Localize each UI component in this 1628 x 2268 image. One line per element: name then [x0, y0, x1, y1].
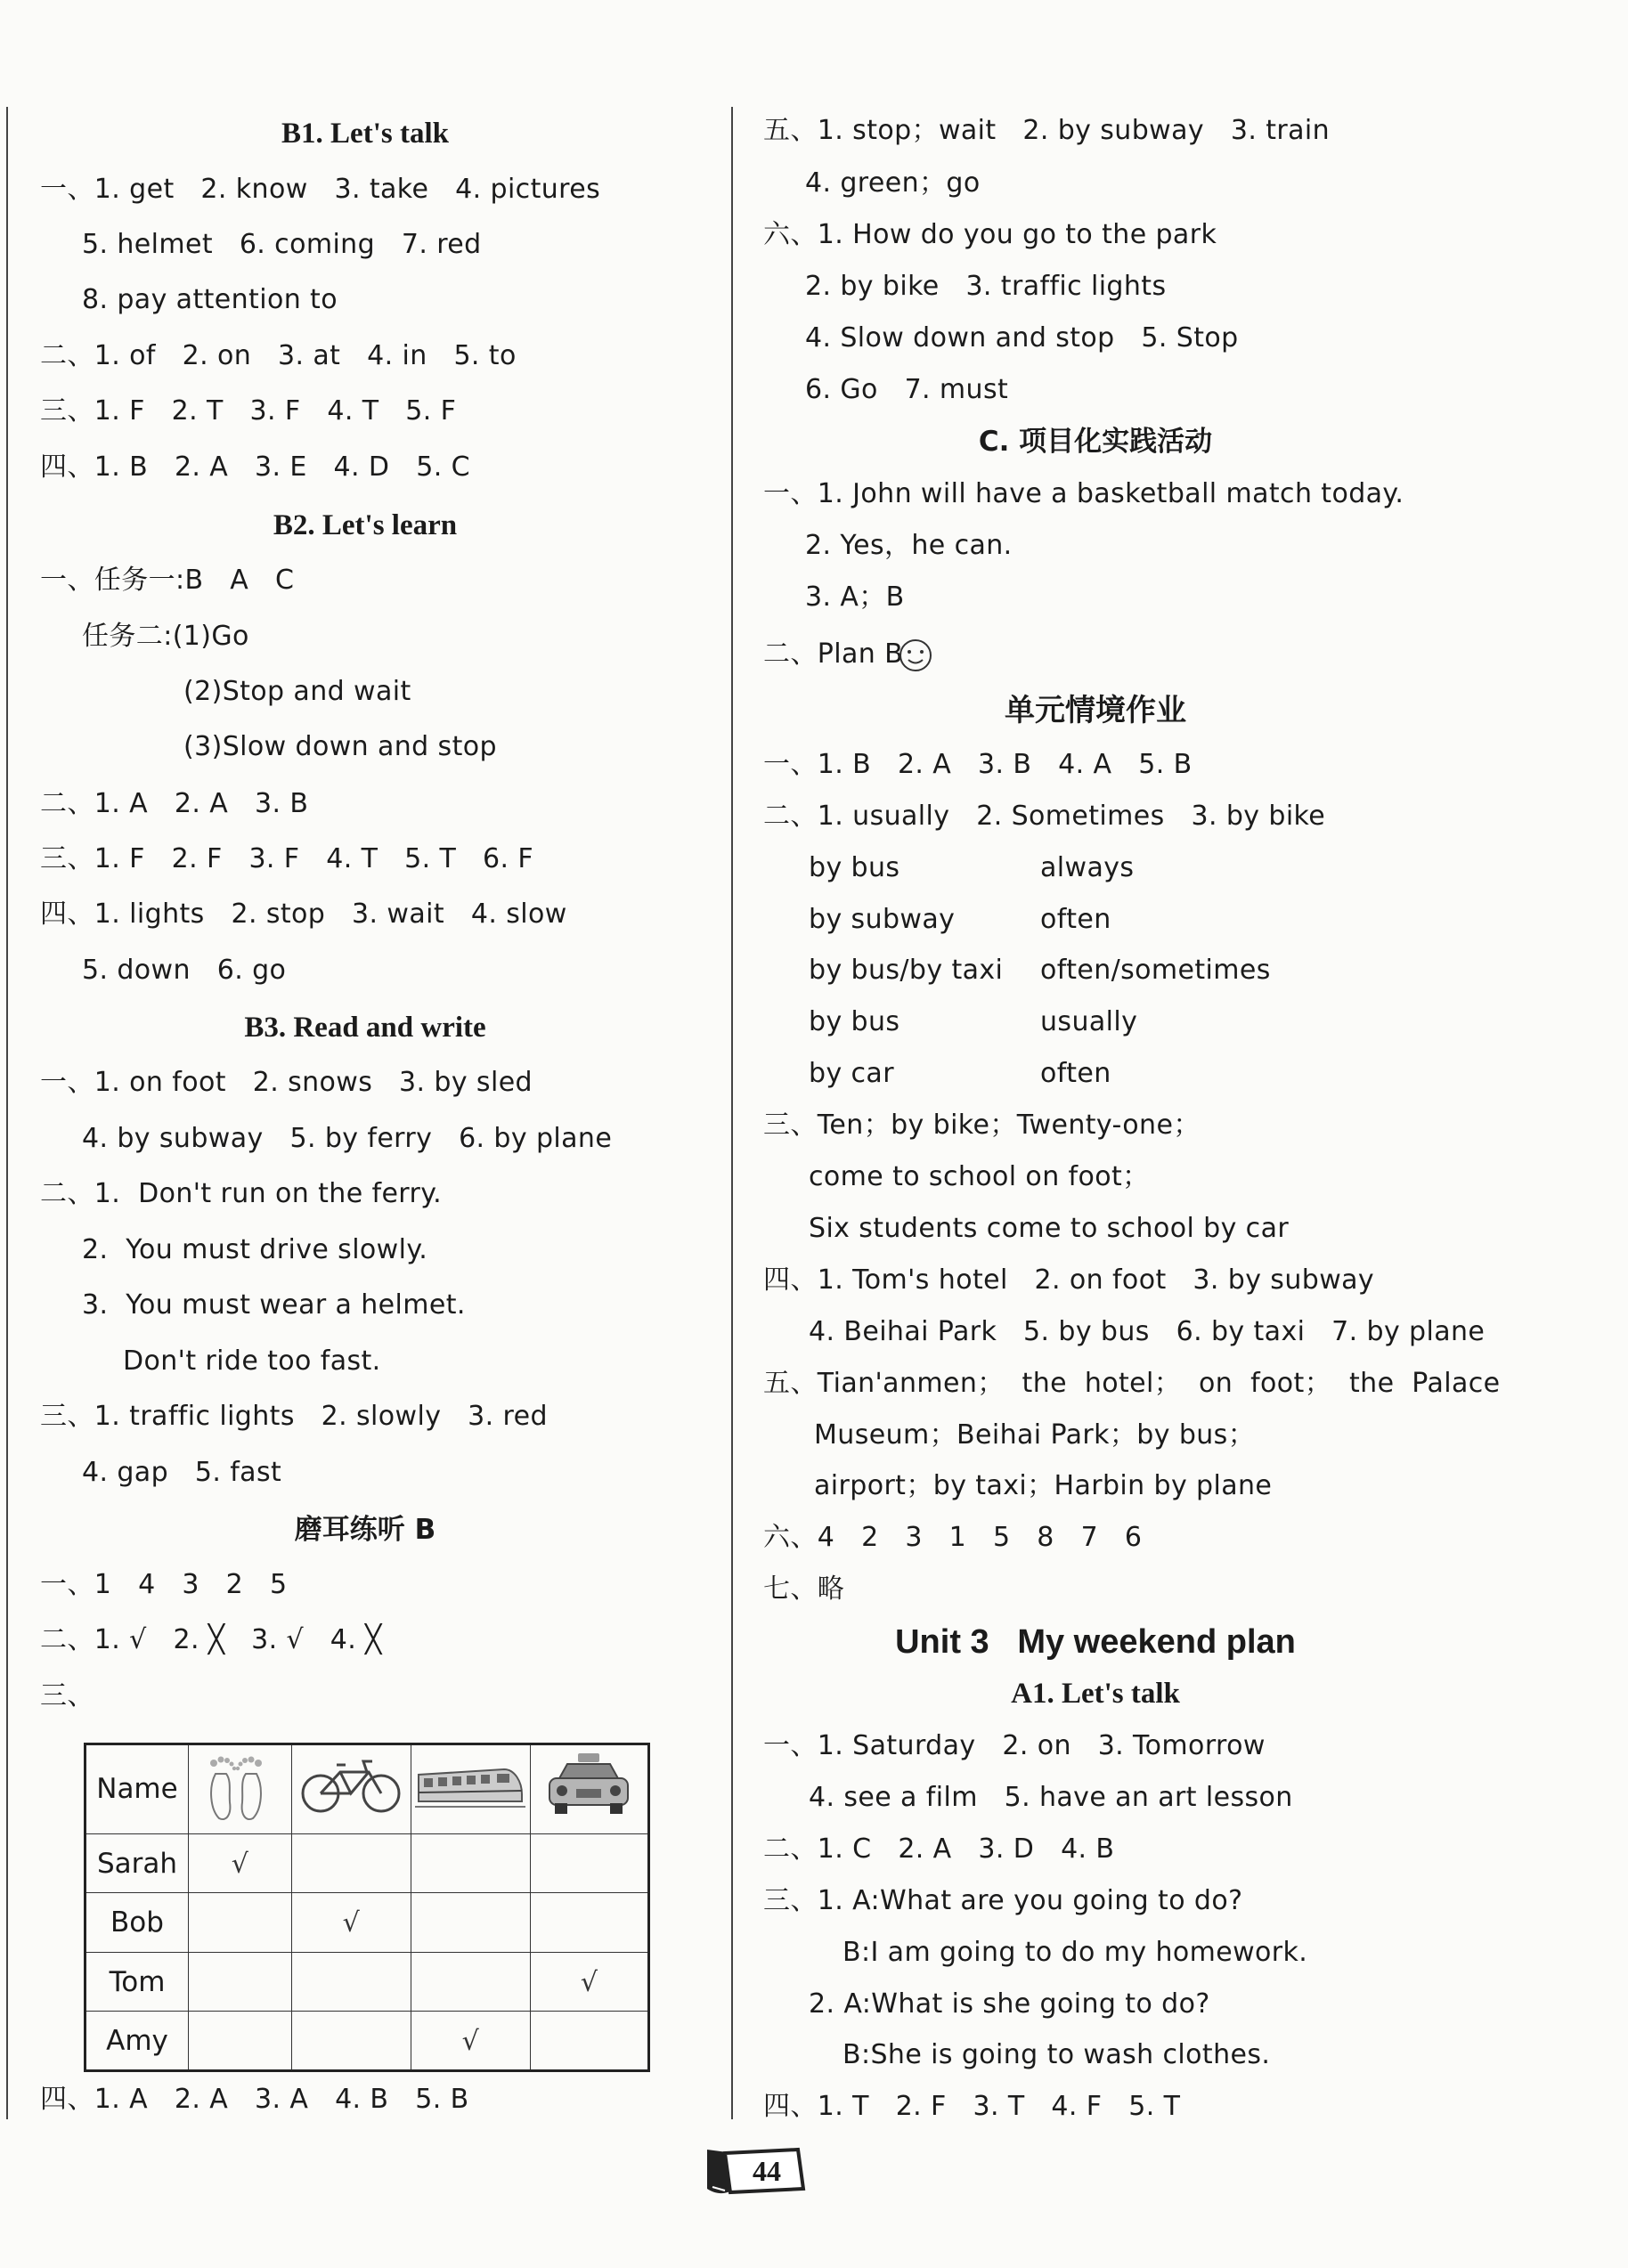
answer-line: 四、1. B 2. A 3. E 4. D 5. C — [40, 451, 470, 483]
pair-right: often/sometimes — [1040, 955, 1271, 986]
answer-line: 三、1. F 2. T 3. F 4. T 5. F — [40, 395, 457, 427]
answer-line: 五、1. stop；wait 2. by subway 3. train — [763, 115, 1331, 146]
check-cell — [411, 1833, 530, 1893]
table-header-name: Name — [85, 1744, 189, 1834]
pair-left: by bus/by taxi — [809, 955, 1004, 986]
answer-line: 二、1. A 2. A 3. B — [40, 788, 309, 819]
answer-line: 2. Yes，he can. — [805, 530, 1013, 561]
check-cell — [530, 2012, 648, 2071]
footprints-icon — [188, 1744, 291, 1834]
answer-line: 一、1. on foot 2. snows 3. by sled — [40, 1067, 533, 1098]
answer-line: 一、1 4 3 2 5 — [40, 1569, 288, 1600]
answer-line: 二、1. of 2. on 3. at 4. in 5. to — [40, 340, 517, 371]
check-cell — [188, 1833, 291, 1893]
section-heading-unit-task: 单元情境作业 — [1005, 693, 1186, 728]
check-cell — [291, 2012, 411, 2071]
page-number: 44 — [753, 2155, 781, 2187]
section-heading-b2: B2. Let's learn — [273, 509, 458, 541]
unit-title: Unit 3 My weekend plan — [895, 1623, 1296, 1661]
check-mark: √ — [580, 1966, 598, 1998]
answer-line: 三、1. A:What are you going to do? — [763, 1885, 1243, 1916]
pair-left: by car — [809, 1058, 894, 1089]
table-name-cell: Bob — [85, 1893, 189, 1953]
pair-right: often — [1040, 1058, 1111, 1089]
answer-line: Don't ride too fast. — [123, 1345, 381, 1377]
answer-line: 四、1. Tom's hotel 2. on foot 3. by subway — [763, 1264, 1375, 1296]
check-mark: √ — [461, 2025, 479, 2057]
answer-line: 三、Ten；by bike；Twenty-one； — [763, 1110, 1201, 1141]
answer-line: 一、1. get 2. know 3. take 4. pictures — [40, 174, 601, 205]
check-cell — [411, 2012, 530, 2071]
answer-line: (2)Stop and wait — [183, 676, 411, 707]
answer-line: 8. pay attention to — [82, 284, 338, 315]
answer-line: 4. green；go — [805, 167, 981, 199]
answer-line: 二、1. usually 2. Sometimes 3. by bike — [763, 801, 1326, 832]
check-cell — [188, 1893, 291, 1953]
check-cell — [411, 1952, 530, 2012]
check-cell — [530, 1893, 648, 1953]
answer-line: 4. see a film 5. have an art lesson — [809, 1782, 1293, 1813]
column-divider — [731, 107, 733, 2119]
section-heading-b1: B1. Let's talk — [281, 118, 449, 150]
answer-line: 二、1. √ 2. ╳ 3. √ 4. ╳ — [40, 1624, 382, 1655]
answer-line: 三、 — [40, 1680, 94, 1711]
answer-line: 五、Tian'anmen； the hotel； on foot； the Palace — [763, 1368, 1501, 1399]
check-mark: √ — [342, 1907, 360, 1939]
answer-line: 3. You must wear a helmet. — [82, 1289, 466, 1321]
check-cell — [188, 1952, 291, 2012]
answer-line: airport；by taxi；Harbin by plane — [814, 1470, 1273, 1501]
answer-line: 四、1. T 2. F 3. T 4. F 5. T — [763, 2091, 1181, 2122]
answer-line: 二、Plan B — [763, 638, 904, 670]
answer-line: 任务二:(1)Go — [82, 621, 249, 652]
smiley-face-icon — [898, 638, 933, 677]
bicycle-icon — [291, 1744, 411, 1834]
answer-line: 2. A:What is she going to do? — [809, 1988, 1210, 2020]
pair-right: always — [1040, 852, 1135, 883]
answer-line: 七、略 — [763, 1573, 845, 1605]
answer-line: 六、4 2 3 1 5 8 7 6 — [763, 1522, 1143, 1553]
answer-line: 4. gap 5. fast — [82, 1457, 282, 1488]
check-cell — [291, 1833, 411, 1893]
answer-line: 5. down 6. go — [82, 955, 287, 986]
answer-line: 4. Beihai Park 5. by bus 6. by taxi 7. by plane — [809, 1316, 1486, 1347]
answer-line: 二、1. Don't run on the ferry. — [40, 1178, 443, 1209]
answer-line: 一、任务一:B A C — [40, 565, 295, 596]
transport-table — [84, 1743, 650, 2072]
check-cell — [411, 1893, 530, 1953]
check-cell — [530, 1952, 648, 2012]
check-cell — [188, 2012, 291, 2071]
left-margin-rule — [6, 107, 8, 2119]
answer-line: Museum；Beihai Park；by bus； — [814, 1419, 1256, 1451]
answer-line: 4. by subway 5. by ferry 6. by plane — [82, 1123, 613, 1154]
answer-line: come to school on foot； — [809, 1161, 1150, 1192]
answer-line: 2. You must drive slowly. — [82, 1234, 428, 1265]
table-name-cell: Sarah — [85, 1833, 189, 1893]
answer-line: 3. A；B — [805, 581, 905, 613]
answer-line: 三、1. F 2. F 3. F 4. T 5. T 6. F — [40, 843, 534, 874]
pair-right: usually — [1040, 1006, 1138, 1037]
check-cell — [291, 1893, 411, 1953]
answer-line: 6. Go 7. must — [805, 374, 1009, 405]
answer-line: B:I am going to do my homework. — [842, 1937, 1308, 1968]
answer-line: Six students come to school by car — [809, 1213, 1290, 1244]
pair-left: by bus — [809, 1006, 900, 1037]
answer-line: 三、1. traffic lights 2. slowly 3. red — [40, 1401, 548, 1432]
taxi-icon — [530, 1744, 648, 1834]
answer-line: 四、1. A 2. A 3. A 4. B 5. B — [40, 2084, 469, 2115]
pair-left: by bus — [809, 852, 900, 883]
page-number-badge — [702, 2146, 809, 2198]
table-name-cell: Tom — [85, 1952, 189, 2012]
train-icon — [411, 1744, 530, 1834]
answer-line: 2. by bike 3. traffic lights — [805, 271, 1167, 302]
pair-right: often — [1040, 904, 1111, 935]
check-mark: √ — [231, 1848, 248, 1880]
answer-line: 5. helmet 6. coming 7. red — [82, 229, 482, 260]
check-cell — [291, 1952, 411, 2012]
check-cell — [530, 1833, 648, 1893]
table-name-cell: Amy — [85, 2012, 189, 2071]
answer-line: (3)Slow down and stop — [183, 731, 497, 762]
answer-line: 四、1. lights 2. stop 3. wait 4. slow — [40, 898, 567, 930]
answer-line: 二、1. C 2. A 3. D 4. B — [763, 1833, 1115, 1865]
section-heading-listen: 磨耳练听 B — [294, 1514, 436, 1546]
section-heading-a1: A1. Let's talk — [1011, 1678, 1180, 1710]
section-heading-c: C. 项目化实践活动 — [978, 426, 1213, 458]
section-heading-b3: B3. Read and write — [244, 1012, 486, 1044]
answer-line: 六、1. How do you go to the park — [763, 219, 1217, 250]
answer-line: 4. Slow down and stop 5. Stop — [805, 322, 1239, 354]
answer-line: B:She is going to wash clothes. — [842, 2039, 1271, 2070]
answer-line: 一、1. B 2. A 3. B 4. A 5. B — [763, 749, 1193, 780]
answer-line: 一、1. Saturday 2. on 3. Tomorrow — [763, 1730, 1266, 1761]
answer-line: 一、1. John will have a basketball match today. — [763, 478, 1404, 509]
pair-left: by subway — [809, 904, 956, 935]
